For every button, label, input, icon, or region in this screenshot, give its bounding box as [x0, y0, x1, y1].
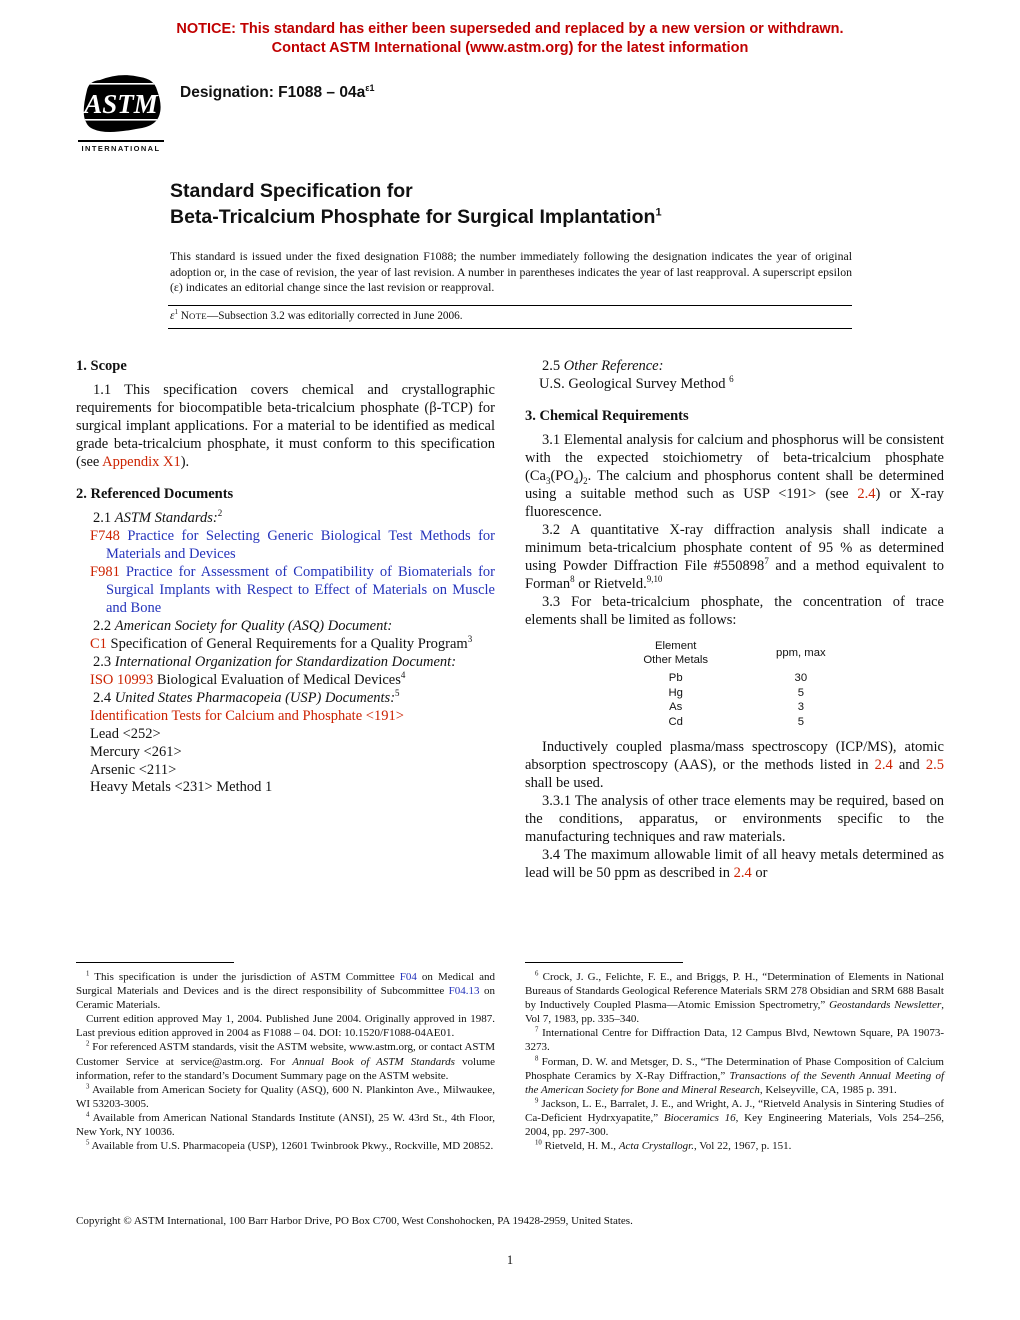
footnote-1-continued [76, 1012, 495, 1040]
reference-usgs-method [525, 376, 944, 394]
text-run: Crock, J. G., Felichte, F. E., and Briggs, P. H., “Determination of Elements in National Bureaus of Standards Geological Reference Materials SRM 278 Obsidian and SRM 688 Basalt by Inductively Coupled Plasma—Atomic Emission Spectrometry,” [525, 971, 944, 1012]
astm-logo-icon [78, 72, 164, 134]
text-run: 7 [535, 1026, 539, 1034]
astm-logo-text: ASTM [84, 89, 158, 120]
section-1-heading: 1. Scope [76, 358, 127, 375]
text-run: Specification of General Requirements for a Quality Program [106, 635, 468, 652]
document-link[interactable]: 2.4 [857, 485, 876, 502]
text-run: Available from U.S. Pharmacopeia (USP), 12601 Twinbrook Pkwy., Rockville, MD 20852. [89, 1140, 494, 1153]
title-line-1: Standard Specification for [170, 180, 413, 203]
reference-f981 [76, 564, 495, 618]
text-run: 8 [535, 1054, 539, 1062]
text-run: on Medical and Surgical Materials and Devices and is the direct responsibility of Subcommittee [76, 971, 495, 998]
reference-usp-identification-tests [76, 708, 495, 726]
document-link[interactable]: Practice for Selecting Generic Biological Test Methods for Materials and Devices [106, 527, 495, 562]
text-run: 3.4 The maximum allowable limit of all heavy metals determined as lead will be 50 ppm as described in [525, 846, 944, 881]
title-footnote-marker: 1 [655, 206, 662, 219]
text-run: 2.3 [93, 653, 115, 670]
element-cell: As [669, 701, 683, 714]
left-footnotes [76, 962, 495, 1153]
element-cell: Hg [668, 686, 683, 699]
text-run: N [177, 310, 189, 323]
document-link[interactable]: Practice for Assessment of Compatibility of Biomaterials for Surgical Implants with Respect to Effect of Materials on Muscle and Bone [106, 563, 495, 616]
paragraph-2-3 [76, 654, 495, 672]
text-run: 2.2 [93, 617, 115, 634]
editorial-correction-note [168, 305, 852, 329]
text-run: 3.2 A quantitative X-ray diffraction analysis shall indicate a minimum beta-tricalcium phosphate content of 95 % as determined using Powder Diffraction File #550898 [525, 521, 944, 574]
text-run: 9,10 [646, 573, 663, 584]
text-run: 6 [729, 374, 734, 385]
text-run: Jackson, L. E., Barralet, J. E., and Wright, A. J., “Rietveld Analysis in Sintering Studies of Ca-Deficient Hydrxyapatite,” [525, 1097, 944, 1124]
astm-logo [78, 72, 164, 153]
text-run: 1 [174, 308, 178, 317]
element-cell: Cd [668, 716, 683, 729]
text-run: For referenced ASTM standards, visit the ASTM website, www.astm.org, or contact ASTM Customer Service at service@astm.org. For [76, 1041, 495, 1068]
paragraph-2-1 [76, 510, 495, 528]
text-run: 10 [535, 1139, 542, 1147]
document-title [170, 179, 852, 230]
footnote-separator [525, 962, 683, 963]
text-run: 1 [86, 970, 90, 978]
text-run: Available from American National Standards Institute (ANSI), 25 W. 43rd St., 4th Floor, New York, NY 10036. [76, 1111, 495, 1138]
text-run: . The calcium and phosphorus content shall be determined using a suitable method such as USP <191> (see [525, 467, 944, 502]
document-link[interactable]: 2.4 [733, 864, 752, 881]
text-run: Biological Evaluation of Medical Devices [153, 671, 401, 688]
table-header-element [609, 639, 742, 671]
text-run: 6 [535, 970, 539, 978]
right-footnotes [525, 962, 944, 1153]
text-run: volume information, refer to the standard’s Document Summary page on the ASTM website. [76, 1055, 496, 1082]
text-run: 4 [573, 475, 579, 486]
text-run: Rietveld, H. M., [541, 1140, 619, 1153]
reference-usp-lead: Lead <252> [90, 725, 161, 742]
text-run: 5 [395, 687, 400, 698]
text-run: ε [170, 310, 175, 323]
table-header-row [609, 639, 859, 671]
footnote-3 [76, 1083, 495, 1111]
text-run: 9 [535, 1097, 539, 1105]
document-link[interactable]: ISO 10993 [90, 671, 154, 688]
text-run: American Society for Quality (ASQ) Document: [114, 617, 393, 634]
table-header-ppm-max: ppm, max [776, 647, 826, 660]
text-run: or Rietveld. [574, 575, 647, 592]
text-run: 3 [545, 475, 551, 486]
text-run: 7 [764, 556, 769, 566]
text-run: shall be used. [525, 774, 604, 791]
text-run: ) [578, 467, 584, 484]
text-run: 3 [86, 1083, 90, 1091]
text-run: Annual Book of ASTM Standards [292, 1055, 455, 1068]
right-column [525, 353, 944, 1153]
value-cell: 3 [797, 701, 804, 714]
paragraph-icp-methods [525, 739, 944, 793]
footnote-7 [525, 1026, 944, 1054]
text-run: International Organization for Standardization Document: [114, 653, 457, 670]
document-link[interactable]: F04 [399, 971, 417, 984]
astm-logo-international-label: INTERNATIONAL [78, 140, 164, 153]
paragraph-3-4 [525, 847, 944, 883]
footnote-9 [525, 1097, 944, 1139]
designation-epsilon-superscript: ε1 [365, 83, 375, 94]
text-run: 1.1 This specification covers chemical and crystallographic requirements for biocompatible beta-tricalcium phosphate (β-TCP) for surgical implant applications. For a material to be identified as medical grade beta-tricalcium phosphate, it must conform to this specification (see [76, 382, 495, 470]
footnote-1 [76, 970, 495, 1012]
text-run: , Kelseyville, CA, 1985 p. 391. [759, 1083, 897, 1096]
text-run: United States Pharmacopeia (USP) Documents: [114, 689, 396, 706]
document-link[interactable]: Appendix X1 [102, 453, 181, 470]
page-number: 1 [506, 1253, 514, 1268]
section-2-heading: 2. Referenced Documents [76, 485, 234, 502]
text-run: Current edition approved May 1, 2004. Published June 2004. Originally approved in 1987. Last previous edition approved in 2004 as F1088 – 04. DOI: 10.1520/F1088-04AE01. [76, 1013, 495, 1040]
text-run: Available from American Society for Quality (ASQ), 600 N. Plankinton Ave., Milwaukee, WI 53203-3005. [76, 1083, 495, 1110]
text-run: ) or X-ray fluorescence. [525, 485, 944, 520]
text-run: on Ceramic Materials. [76, 985, 496, 1012]
text-run: 2 [583, 475, 588, 486]
text-run: , Vol 7, 1983, pp. 335–340. [525, 999, 944, 1026]
text-run: Acta Crystallogr. [618, 1140, 694, 1153]
text-run: Geostandards Newsletter [829, 999, 942, 1012]
footnote-4 [76, 1111, 495, 1139]
designation-text: Designation: F1088 – 04a [180, 84, 366, 102]
text-run: U.S. Geological Survey Method [539, 376, 730, 393]
text-run: 4 [400, 669, 406, 680]
reference-iso-10993 [76, 669, 495, 690]
table-row [609, 671, 859, 686]
text-run: ). [180, 453, 190, 470]
copyright-line: Copyright © ASTM International, 100 Barr Harbor Drive, PO Box C700, West Conshohocken, PA 19428-2959, United States. [76, 1215, 633, 1228]
text-run: 5 [86, 1139, 90, 1147]
text-run: 3 [467, 633, 473, 644]
reference-f748 [76, 528, 495, 564]
text-run: 2 [86, 1040, 90, 1048]
table-row [609, 686, 859, 701]
text-run: and a method equivalent to Forman [525, 557, 944, 592]
text-run: 2.1 [93, 509, 115, 526]
text-run: This specification is under the jurisdiction of ASTM Committee [89, 971, 400, 984]
reference-usp-mercury: Mercury <261> [90, 743, 182, 760]
document-header [78, 72, 1020, 153]
text-run: 2 [217, 508, 223, 519]
footnote-6 [525, 970, 944, 1026]
paragraph-2-5 [525, 358, 944, 376]
text-run: 2.5 [542, 358, 564, 375]
value-cell: 5 [797, 686, 804, 699]
text-run: 2.4 [93, 689, 115, 706]
text-run: (PO [550, 467, 574, 484]
paragraph-2-2 [76, 618, 495, 636]
text-run: Transactions of the Seventh Annual Meeting of the American Society for Bone and Mineral Research [525, 1069, 945, 1096]
title-line-2-text: Beta-Tricalcium Phosphate for Surgical Implantation [170, 205, 656, 228]
text-run: ASTM Standards: [114, 509, 218, 526]
text-run: 8 [570, 573, 575, 584]
footnote-8 [525, 1055, 944, 1097]
text-run: or [751, 864, 768, 881]
table-header-element-line2: Other Metals [643, 654, 709, 667]
left-column [76, 353, 495, 1153]
title-line-2 [170, 205, 852, 231]
text-run: and [892, 756, 926, 773]
document-link[interactable]: 2.4 [874, 756, 893, 773]
paragraph-3-3-1: 3.3.1 The analysis of other trace elements may be required, based on the conditions, apparatus, or environments specific to the manufacturing techniques and raw materials. [525, 792, 944, 845]
text-run: —Subsection 3.2 was editorially corrected in June 2006. [206, 310, 463, 323]
paragraph-3-2 [525, 522, 944, 594]
document-link[interactable]: F981 [90, 563, 120, 580]
issued-under-note: This standard is issued under the fixed designation F1088; the number immediately following the designation indicates the year of original adoption or, in the case of revision, the year of last revision. A number in parentheses indicates the year of last reapproval. A superscript epsilon (ε) indicates an editorial change since the last revision or reapproval. [170, 248, 852, 295]
table-row [609, 715, 859, 730]
value-cell: 30 [794, 672, 808, 685]
notice-line-1: NOTICE: This standard has either been superseded and replaced by a new version or withdrawn. [176, 21, 844, 37]
element-cell: Pb [668, 672, 683, 685]
text-run: Other Reference: [563, 358, 664, 375]
trace-elements-table [609, 639, 859, 730]
reference-usp-heavy-metals: Heavy Metals <231> Method 1 [90, 779, 273, 796]
document-link[interactable]: C1 [90, 635, 107, 652]
value-cell: 5 [797, 716, 804, 729]
table-row [609, 700, 859, 715]
text-run: Inductively coupled plasma/mass spectroscopy (ICP/MS), atomic absorption spectroscopy (AAS), or the methods listed in [525, 738, 944, 773]
text-run: Forman, D. W. and Metsger, D. S., “The Determination of Phase Composition of Calcium Phosphate Ceramics by X-Ray Diffraction,” [525, 1055, 944, 1082]
superseded-notice [0, 0, 1020, 58]
text-run: , Key Engineering Materials, Vols 254–256, 2004, pp. 297-300. [525, 1111, 944, 1138]
paragraph-2-4 [76, 687, 495, 708]
footnote-5 [76, 1139, 495, 1153]
footnote-separator [76, 962, 234, 963]
section-3-heading: 3. Chemical Requirements [525, 408, 689, 425]
document-link[interactable]: Identification Tests for Calcium and Phosphate <191> [90, 707, 404, 724]
notice-line-2: Contact ASTM International (www.astm.org) for the latest information [271, 40, 749, 57]
paragraph-1-1 [76, 382, 495, 472]
text-run: International Centre for Diffraction Data, 12 Campus Blvd, Newtown Square, PA 19073-3273. [525, 1027, 944, 1054]
text-run: Bioceramics 16 [663, 1111, 736, 1124]
text-run: 3.1 Elemental analysis for calcium and phosphorus will be consistent with the expected stoichiometry of beta-tricalcium phosphate (Ca [525, 432, 944, 484]
footnote-2 [76, 1040, 495, 1082]
document-link[interactable]: F748 [90, 527, 120, 544]
table-header-element-line1: Element [654, 639, 697, 652]
reference-c1 [76, 633, 495, 654]
text-run: , Vol 22, 1967, p. 151. [693, 1140, 792, 1153]
text-run: OTE [188, 311, 207, 322]
footnote-10 [525, 1139, 944, 1153]
reference-usp-arsenic: Arsenic <211> [90, 761, 177, 778]
paragraph-3-1 [525, 432, 944, 522]
document-link[interactable]: 2.5 [925, 756, 945, 773]
two-column-body [76, 353, 944, 1153]
text-run: 4 [86, 1111, 90, 1119]
designation [180, 84, 375, 102]
paragraph-3-3: 3.3 For beta-tricalcium phosphate, the concentration of trace elements shall be limited as follows: [525, 593, 944, 628]
document-link[interactable]: F04.13 [448, 985, 480, 998]
